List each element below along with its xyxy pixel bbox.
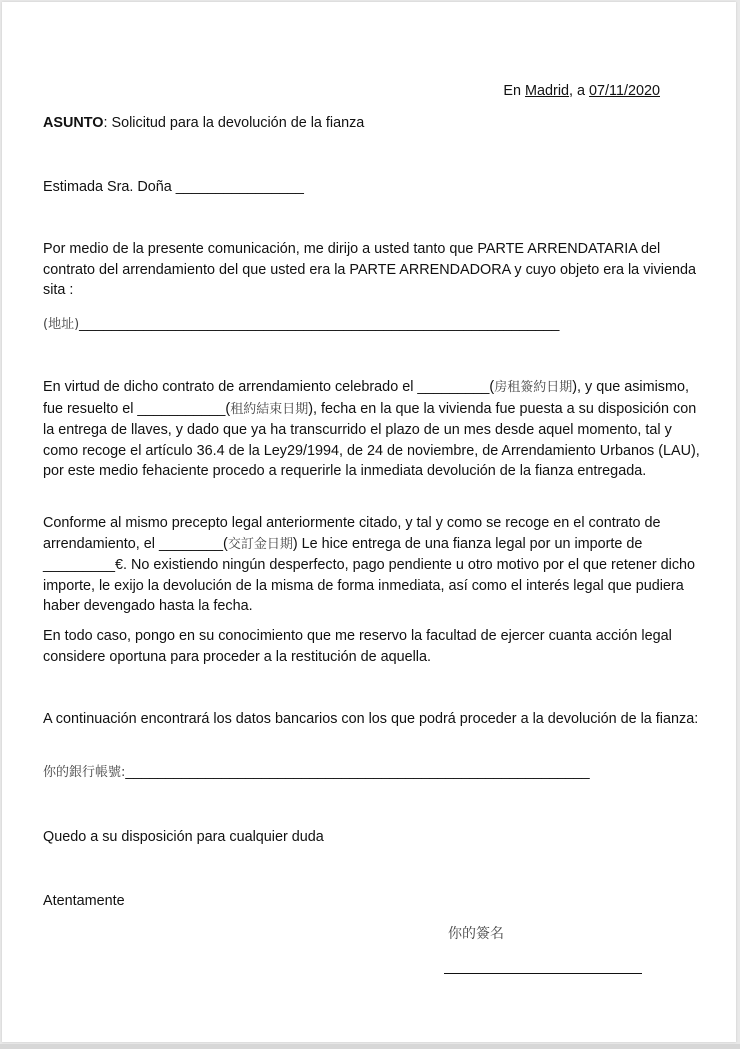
closing: Atentamente bbox=[43, 893, 125, 909]
address-blank: ____________________________________________________________ bbox=[79, 316, 560, 332]
bank-account-line bbox=[43, 762, 703, 784]
signature-line bbox=[444, 973, 642, 974]
paragraph-disposal: Quedo a su disposición para cualquier duda bbox=[43, 829, 324, 845]
paragraph-bank: A continuación encontrará los datos bancarios con los que podrá proceder a la devolución de la fianza: bbox=[43, 711, 699, 727]
date-line: En Madrid, a 07/11/2020 bbox=[503, 83, 660, 99]
salutation: Estimada Sra. Doña ________________ bbox=[43, 179, 304, 195]
subject-text: : Solicitud para la devolución de la fianza bbox=[103, 115, 365, 131]
signature-label: 你的簽名 bbox=[448, 926, 504, 942]
paragraph-legal: En todo caso, pongo en su conocimiento que me reservo la facultad de ejercer cuanta acción legal considere oportuna para proceder a la restitución de aquella. bbox=[43, 628, 672, 665]
document-page bbox=[2, 2, 736, 1042]
page-bottom-edge bbox=[0, 1044, 740, 1049]
paragraph-deposit: Conforme al mismo precepto legal anteriormente citado, y tal y como se recoge en el contrato de arrendamiento, el ________(交訂金日期) Le hice entrega de una fianza legal por un importe de _________€. No existiendo ningún desperfecto, pago pendiente u otro motivo por el que retener dicho importe, le exijo la devolución de la misma de forma inmediata, así como el interés legal que pudiera haber devengado hasta la fecha. bbox=[43, 515, 696, 614]
address-line bbox=[43, 314, 703, 336]
subject-label: ASUNTO bbox=[43, 115, 104, 131]
place: Madrid bbox=[525, 83, 570, 99]
date: 07/11/2020 bbox=[589, 83, 660, 99]
subject-line bbox=[43, 113, 703, 134]
paragraph-contract: En virtud de dicho contrato de arrendamiento celebrado el _________(房租簽約日期), y que asimismo, fue resuelto el ___________(租約結束日期), fecha en la que la vivienda fue puesta a su disposición con la entrega de llaves, y dado que ya ha transcurrido el plazo de un mes desde aquel momento, tal y como recoge el artículo 36.4 de la Ley29/1994, de 24 de noviembre, de Arrendamiento Urbanos (LAU), por este medio fehaciente procedo a requerirle la inmediata devolución de la fianza entregada. bbox=[43, 379, 700, 479]
bank-blank: __________________________________________________________ bbox=[125, 764, 590, 780]
address-label: (地址) bbox=[43, 317, 80, 332]
paragraph-intro: Por medio de la presente comunicación, me dirijo a usted tanto que PARTE ARRENDATARIA del contrato del arrendamiento del que usted era la PARTE ARRENDADORA y cuyo objeto era la vivienda sita : bbox=[43, 241, 696, 298]
bank-label: 你的銀行帳號: bbox=[43, 765, 126, 780]
